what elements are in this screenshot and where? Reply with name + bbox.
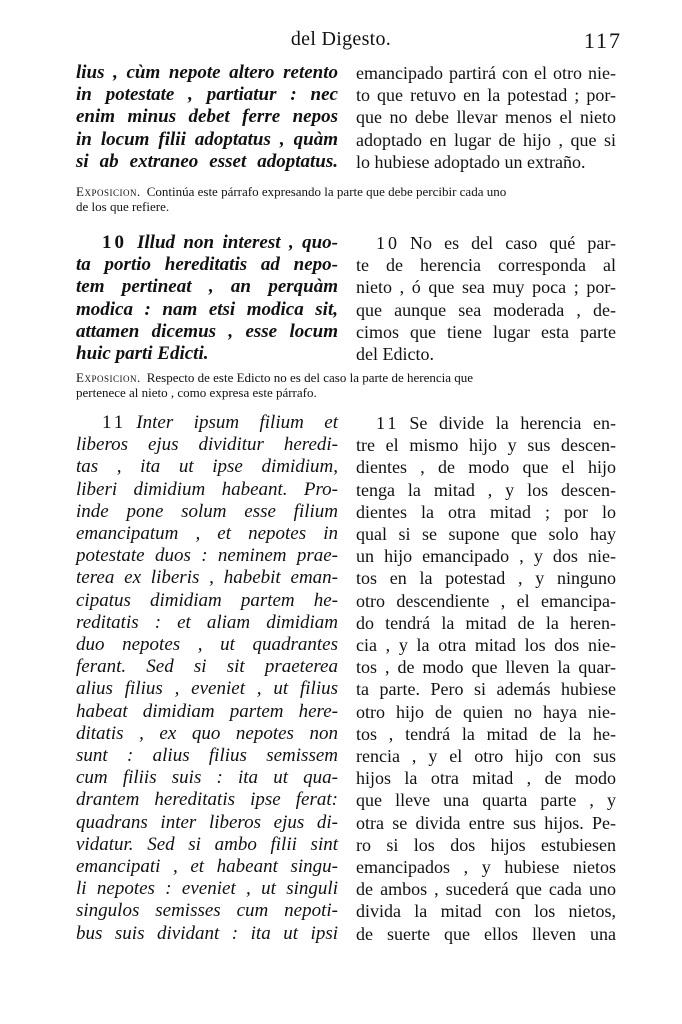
exposicion-label: Exposicion. (76, 370, 141, 385)
spanish-line: tenga la mitad , y los descen- (356, 479, 616, 500)
latin-line: duo nepotes , ut quadrantes (76, 634, 338, 656)
latin-line: singulos semisses cum nepoti- (76, 900, 338, 922)
latin-line: Inter ipsum filium et (136, 412, 338, 433)
latin-line: alius filius , eveniet , ut filius (76, 678, 338, 700)
running-title: del Digesto. (290, 28, 392, 50)
exposicion-text: de los que refiere. (76, 199, 170, 214)
spanish-line: ta parte. Pero si además hubiese (356, 679, 616, 700)
latin-line: bus suis dividant : ita ut ipsi (76, 922, 338, 944)
latin-line: huic parti Edicti. (76, 343, 209, 365)
latin-line: potestate duos : neminem prae- (76, 545, 338, 567)
spanish-column (356, 62, 616, 173)
spanish-line: nieto , ó que sea muy poca ; por- (356, 277, 616, 298)
latin-line: liberi dimidium habeant. Pro- (76, 478, 338, 500)
latin-line: enim minus debet ferre nepos (76, 106, 338, 128)
latin-line: ferant. Sed si sit praeterea (76, 656, 338, 678)
latin-line: si ab extraneo esset adoptatus. (76, 150, 338, 172)
latin-column (76, 412, 338, 945)
exposicion-text: Continúa este párrafo expresando la parte que debe percibir cada uno (146, 184, 507, 199)
spanish-line: No es del caso qué par- (410, 233, 616, 253)
paragraph-number: 11 (102, 412, 127, 433)
spanish-line: do tendrá la mitad de la heren- (356, 612, 616, 633)
paragraph-number: 10 (376, 233, 400, 253)
exposicion-text: pertenece al nieto , como expresa este párrafo. (76, 385, 317, 400)
spanish-line: Se divide la herencia en- (409, 413, 616, 433)
spanish-line: emancipados , y hubiese nietos (356, 857, 616, 878)
latin-line: tem pertineat , an perquàm (76, 276, 338, 298)
latin-line: terea ex liberis , habebit eman- (76, 567, 338, 589)
spanish-line: te de herencia corresponda al (356, 255, 616, 276)
spanish-line: to que retuvo en la potestad ; por- (356, 85, 616, 106)
spanish-line: de suerte que ellos lleven una (356, 923, 616, 944)
spanish-line: dientes la otra mitad ; por lo (356, 501, 616, 522)
latin-line: reditatis : et aliam dimidiam (76, 611, 338, 633)
spanish-line: otro hijo de quien no haya nie- (356, 701, 616, 722)
latin-line: liberos ejus dividitur heredi- (76, 434, 338, 456)
latin-line: modica : nam etsi modica sit, (76, 298, 338, 320)
latin-line: in locum filii adoptatus , quàm (76, 128, 338, 150)
latin-line: inde pone solum esse filium (76, 500, 338, 522)
page-header (0, 28, 682, 58)
spanish-line: que no debe llevar menos el nieto (356, 107, 616, 128)
latin-line: attamen dicemus , esse locum (76, 320, 338, 342)
paragraph-number: 10 (102, 232, 127, 253)
latin-line: tas , ita ut ipse dimidium, (76, 456, 338, 478)
latin-line: vidatur. Sed si ambo filii sint (76, 833, 338, 855)
spanish-line: tos en la potestad , y ninguno (356, 568, 616, 589)
spanish-line: emancipado partirá con el otro nie- (356, 63, 616, 83)
latin-line: lius , cùm nepote altero retento (76, 62, 338, 83)
spanish-line: rencia , y el otro hijo con sus (356, 746, 616, 767)
page-number: 117 (583, 28, 622, 53)
latin-line: in potestate , partiatur : nec (76, 84, 338, 106)
latin-column (76, 232, 338, 365)
latin-line: ditatis , ex quo nepotes non (76, 722, 338, 744)
latin-line: ta portio hereditatis ad nepo- (76, 254, 338, 276)
latin-line: habeat dimidiam partem here- (76, 700, 338, 722)
exposicion-text: Respecto de este Edicto no es del caso la parte de herencia que (146, 370, 474, 385)
latin-line: emancipatum , et nepotes in (76, 523, 338, 545)
spanish-line: de ambos , sucederá que cada uno (356, 879, 616, 900)
latin-line: cipatus dimidiam partem he- (76, 589, 338, 611)
spanish-column (356, 232, 616, 365)
spanish-line: del Edicto. (356, 344, 434, 365)
spanish-line: lo hubiese adoptado un extraño. (356, 151, 586, 172)
latin-line: cum filiis suis : ita ut qua- (76, 767, 338, 789)
spanish-line: tos , tendrá la mitad de la he- (356, 723, 616, 744)
spanish-line: un hijo emancipado , y dos nie- (356, 546, 616, 567)
spanish-line: tos , de modo que lleven la quar- (356, 657, 616, 678)
spanish-line: que lleve una quarta parte , y (356, 790, 616, 811)
spanish-line: cimos que tiene lugar esta parte (356, 321, 616, 342)
spanish-column (356, 412, 616, 945)
latin-line: emancipati , et habeant singu- (76, 856, 338, 878)
latin-line: Illud non interest , quo- (137, 232, 338, 253)
spanish-line: hijos la otra mitad , de modo (356, 768, 616, 789)
spanish-line: que aunque sea moderada , de- (356, 299, 616, 320)
exposicion-label: Exposicion. (76, 184, 141, 199)
spanish-line: adoptado en lugar de hijo , que si (356, 129, 616, 150)
spanish-line: tre el mismo hijo y sus descen- (356, 435, 616, 456)
spanish-line: dientes , de modo que el hijo (356, 457, 616, 478)
exposicion-note (76, 370, 612, 400)
spanish-line: ro si los dos hijos estubiesen (356, 834, 616, 855)
paragraph-number: 11 (376, 413, 400, 433)
latin-line: drantem hereditatis ipse ferat: (76, 789, 338, 811)
spanish-line: cia , y la otra mitad los dos nie- (356, 635, 616, 656)
spanish-line: qual si se supone que solo hay (356, 524, 616, 545)
latin-line: quadrans inter liberos ejus di- (76, 811, 338, 833)
spanish-line: otra se divida entre sus hijos. Pe- (356, 812, 616, 833)
spanish-line: divida la mitad con los nietos, (356, 901, 616, 922)
latin-column (76, 62, 338, 173)
exposicion-note (76, 184, 612, 214)
spanish-line: otro descendiente , el emancipa- (356, 590, 616, 611)
latin-line: sunt : alius filius semissem (76, 745, 338, 767)
latin-line: li nepotes : eveniet , ut singuli (76, 878, 338, 900)
